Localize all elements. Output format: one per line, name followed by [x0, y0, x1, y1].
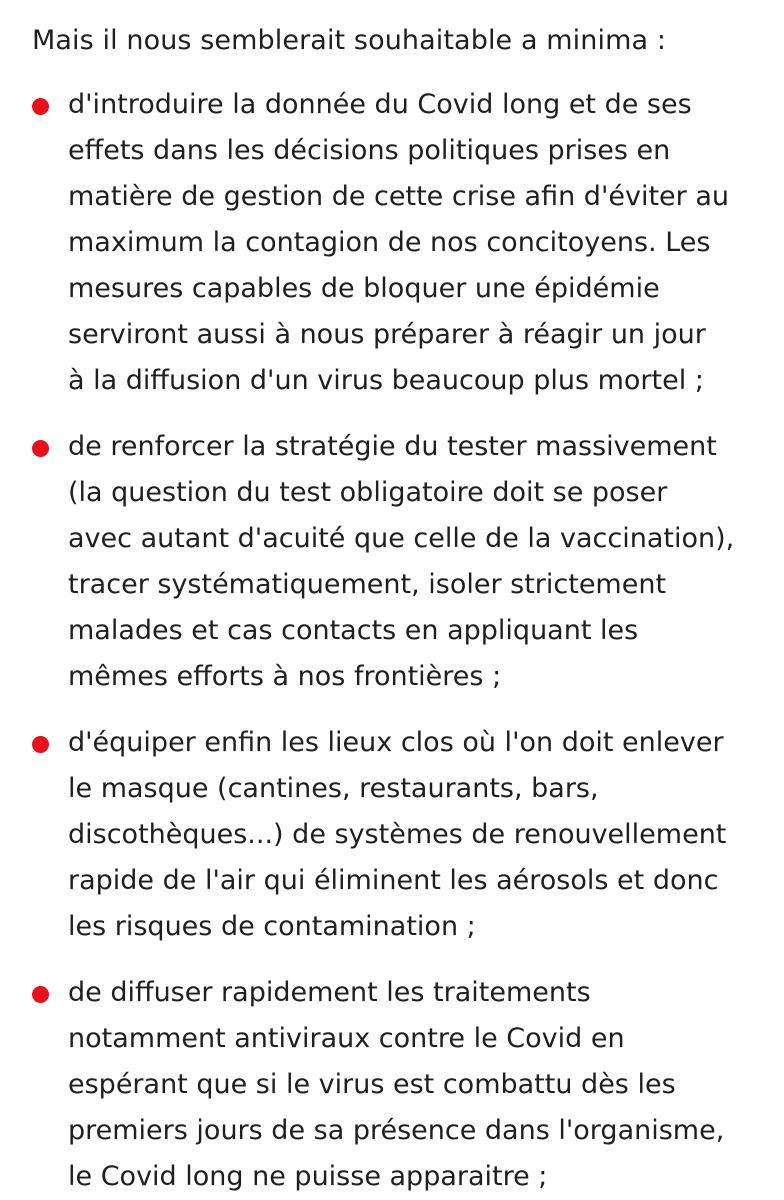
- bullet-dot-icon: [32, 98, 49, 115]
- list-item: [32, 970, 758, 1200]
- text-line: premiers jours de sa présence dans l'organisme,: [68, 1115, 725, 1146]
- text-line: le masque (cantines, restaurants, bars,: [68, 773, 599, 804]
- text-line: rapide de l'air qui éliminent les aérosols et donc: [68, 865, 719, 896]
- text-line: d'introduire la donnée du Covid long et de ses: [68, 89, 692, 120]
- list-item: [32, 720, 758, 950]
- bullet-dot-icon: [32, 440, 49, 457]
- text-line: (la question du test obligatoire doit se poser: [68, 477, 668, 508]
- intro-text: Mais il nous semblerait souhaitable a minima :: [32, 25, 667, 56]
- bullet-dot-icon: [32, 736, 49, 753]
- text-line: tracer systématiquement, isoler strictement: [68, 569, 667, 600]
- text-line: discothèques...) de systèmes de renouvellement: [68, 819, 727, 850]
- text-line: à la diffusion d'un virus beaucoup plus mortel ;: [68, 365, 704, 396]
- list-item: [32, 82, 758, 404]
- text-line: serviront aussi à nous préparer à réagir un jour: [68, 319, 706, 350]
- text-line: maximum la contagion de nos concitoyens. Les: [68, 227, 711, 258]
- list-item-text: [68, 424, 758, 700]
- text-line: le Covid long ne puisse apparaitre ;: [68, 1161, 548, 1192]
- text-line: notamment antiviraux contre le Covid en: [68, 1023, 625, 1054]
- text-line: malades et cas contacts en appliquant les: [68, 615, 639, 646]
- text-line: de renforcer la stratégie du tester massivement: [68, 431, 717, 462]
- list-item: [32, 424, 758, 700]
- list-item-text: [68, 970, 758, 1200]
- recommendation-list: [32, 82, 758, 1200]
- text-line: avec autant d'acuité que celle de la vaccination),: [68, 523, 735, 554]
- text-line: les risques de contamination ;: [68, 911, 476, 942]
- list-item-text: [68, 720, 758, 950]
- text-line: mesures capables de bloquer une épidémie: [68, 273, 660, 304]
- text-line: de diffuser rapidement les traitements: [68, 977, 591, 1008]
- text-line: effets dans les décisions politiques prises en: [68, 135, 671, 166]
- text-line: d'équiper enfin les lieux clos où l'on doit enlever: [68, 727, 724, 758]
- text-line: mêmes efforts à nos frontières ;: [68, 661, 502, 692]
- text-line: matière de gestion de cette crise afin d'éviter au: [68, 181, 729, 212]
- text-line: espérant que si le virus est combattu dès les: [68, 1069, 676, 1100]
- list-item-text: [68, 82, 758, 404]
- bullet-dot-icon: [32, 986, 49, 1003]
